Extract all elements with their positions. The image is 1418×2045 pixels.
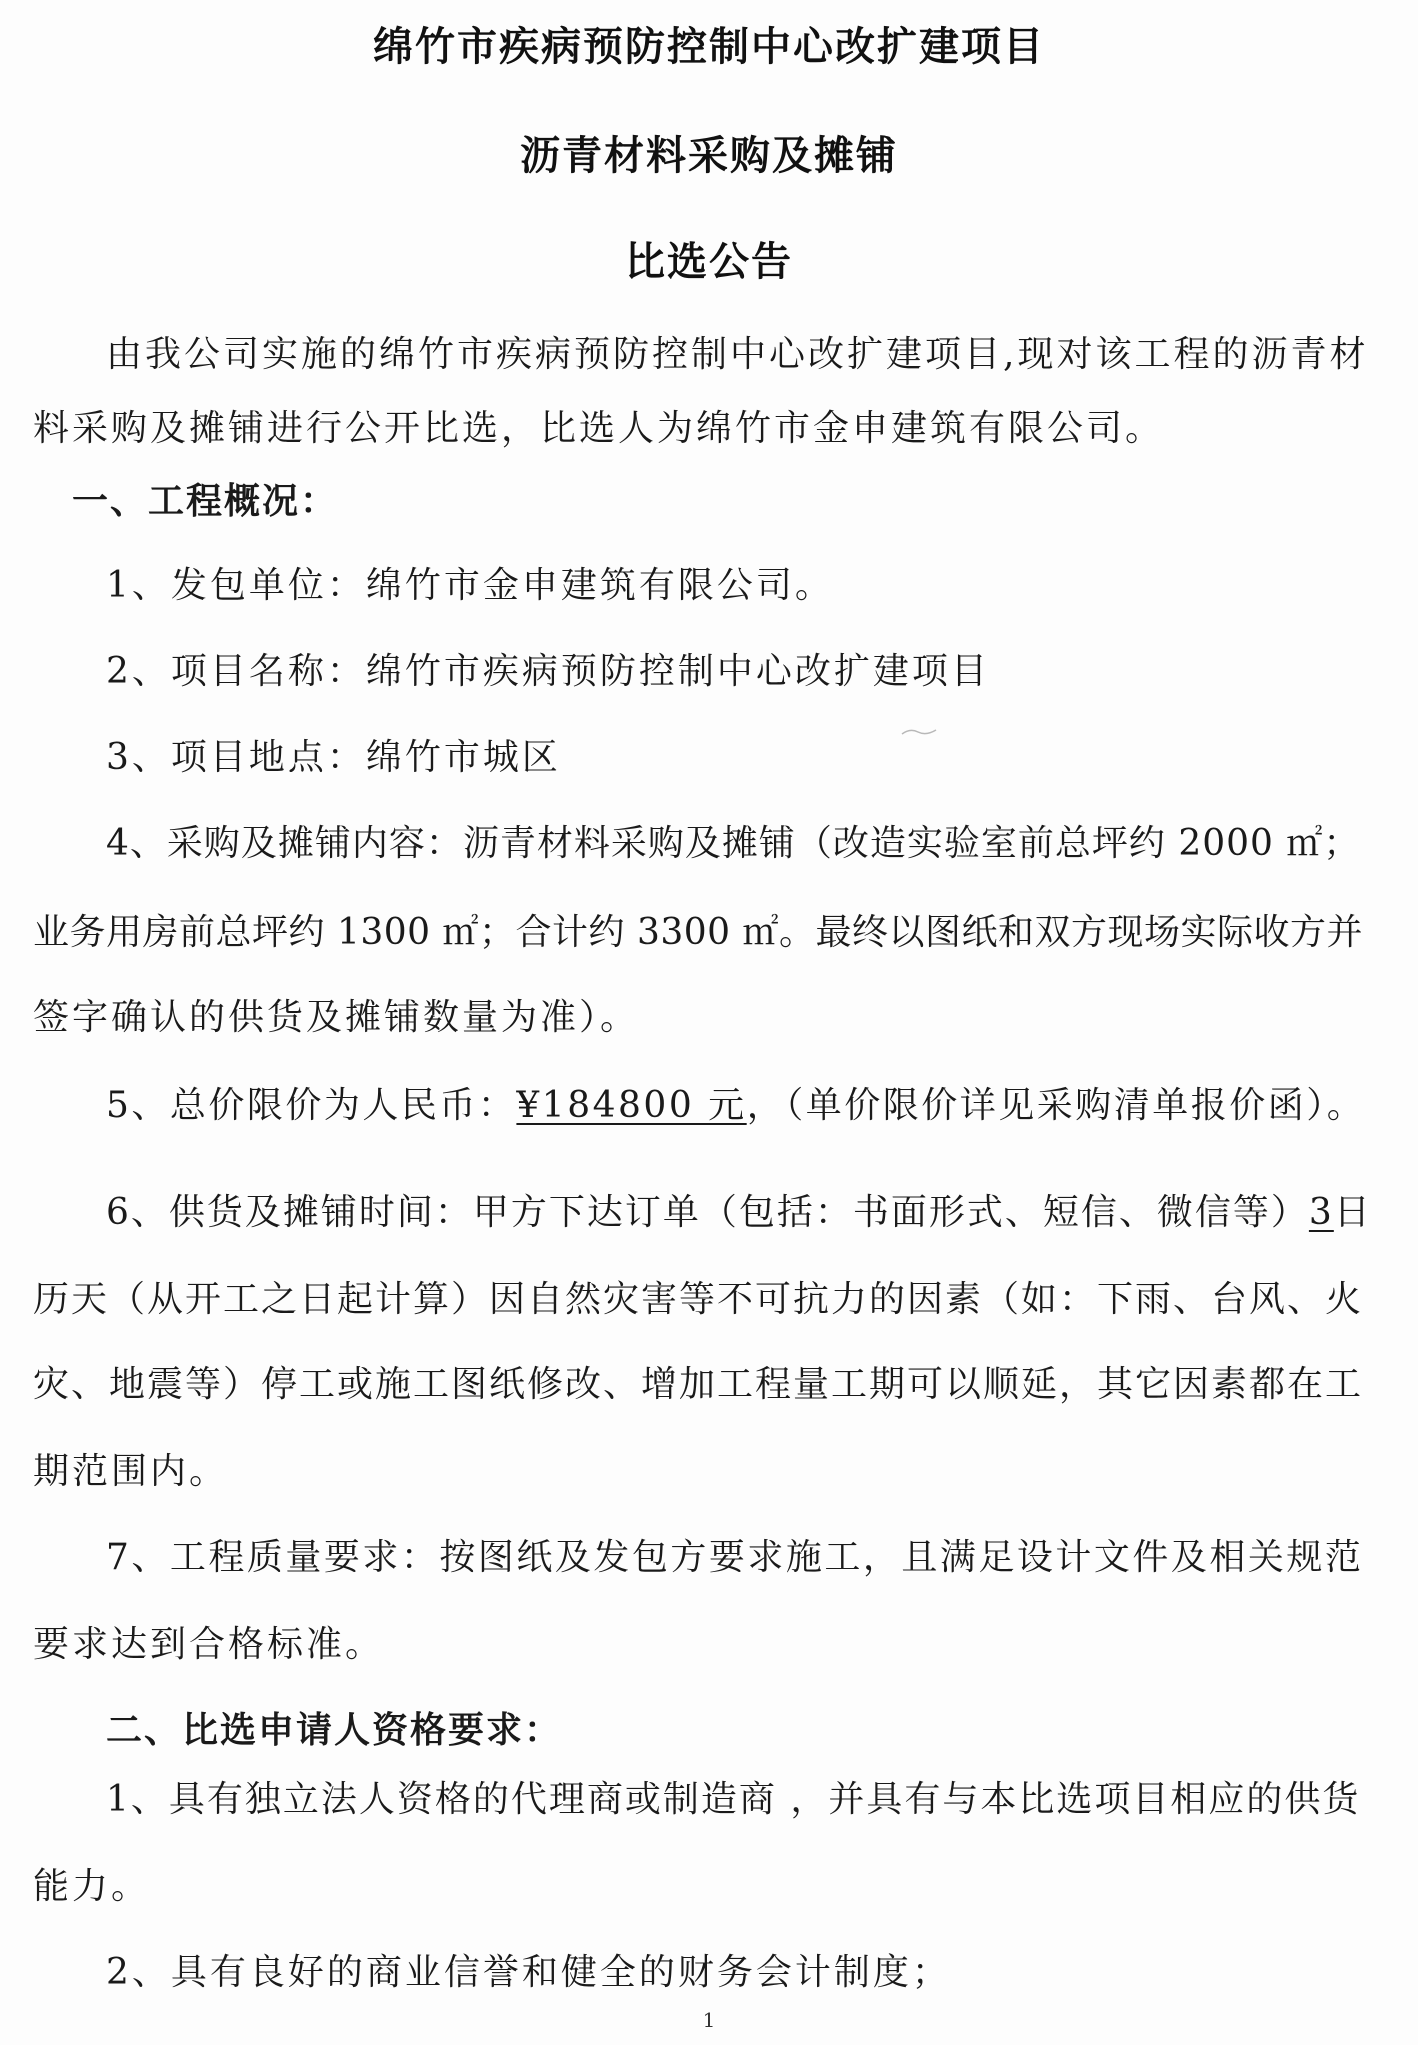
section-1-item-6-line-1: [106, 1192, 1372, 1233]
section-2-item-1-line-1: 1、具有独立法人资格的代理商或制造商 ，并具有与本比选项目相应的供货: [106, 1779, 1361, 1820]
price-prefix: 5、总价限价为人民币：: [106, 1085, 517, 1126]
intro-line-1-text: 由我公司实施的绵竹市疾病预防控制中心改扩建项目,现对该工程的沥青材: [106, 334, 1369, 375]
intro-line-1: [106, 334, 1369, 375]
section-1-item-1: 1、发包单位：绵竹市金申建筑有限公司。: [106, 565, 834, 606]
title-line-1: 绵竹市疾病预防控制中心改扩建项目: [373, 24, 1045, 70]
section-1-item-2: 2、项目名称：绵竹市疾病预防控制中心改扩建项目: [106, 651, 990, 692]
section-1-heading: 一、工程概况：: [72, 481, 339, 522]
title-line-2: 沥青材料采购及摊铺: [520, 133, 898, 179]
section-1-item-4-line-2: 业务用房前总坪约 1300 ㎡；合计约 3300 ㎡。最终以图纸和双方现场实际收方并: [33, 912, 1364, 953]
title-line-3: 比选公告: [625, 239, 793, 285]
scan-speck: [900, 722, 940, 742]
delivery-prefix: 6、供货及摊铺时间：甲方下达订单（包括：书面形式、短信、微信等）: [106, 1192, 1309, 1233]
price-amount: ¥184800 元: [516, 1085, 747, 1126]
section-2-item-2: 2、具有良好的商业信誉和健全的财务会计制度；: [106, 1952, 951, 1993]
section-1-item-4-line-3: 签字确认的供货及摊铺数量为准）。: [33, 997, 640, 1038]
delivery-days: 3: [1308, 1192, 1334, 1233]
section-2-heading: 二、比选申请人资格要求：: [106, 1710, 563, 1751]
delivery-suffix: 日: [1333, 1192, 1372, 1233]
page-number: 1: [702, 2008, 716, 2032]
section-2-item-1-line-2: 能力。: [33, 1866, 151, 1907]
intro-line-2: 料采购及摊铺进行公开比选，比选人为绵竹市金申建筑有限公司。: [33, 408, 1165, 449]
section-1-item-3: 3、项目地点：绵竹市城区: [106, 737, 561, 778]
price-suffix: ，（单价限价详见采购清单报价函）。: [746, 1085, 1366, 1126]
section-1-item-6-line-4: 期范围内。: [33, 1451, 229, 1492]
section-1-item-6-line-2: 历天（从开工之日起计算）因自然灾害等不可抗力的因素（如：下雨、台风、火: [33, 1279, 1364, 1320]
section-1-item-7-line-1: 7、工程质量要求：按图纸及发包方要求施工，且满足设计文件及相关规范: [106, 1537, 1364, 1578]
section-1-item-4-line-1: 4、采购及摊铺内容：沥青材料采购及摊铺（改造实验室前总坪约 2000 ㎡；: [106, 823, 1361, 864]
section-1-item-7-line-2: 要求达到合格标准。: [33, 1624, 385, 1665]
section-1-item-5: [106, 1085, 1366, 1126]
section-1-item-6-line-3: 灾、地震等）停工或施工图纸修改、增加工程量工期可以顺延，其它因素都在工: [33, 1364, 1364, 1405]
